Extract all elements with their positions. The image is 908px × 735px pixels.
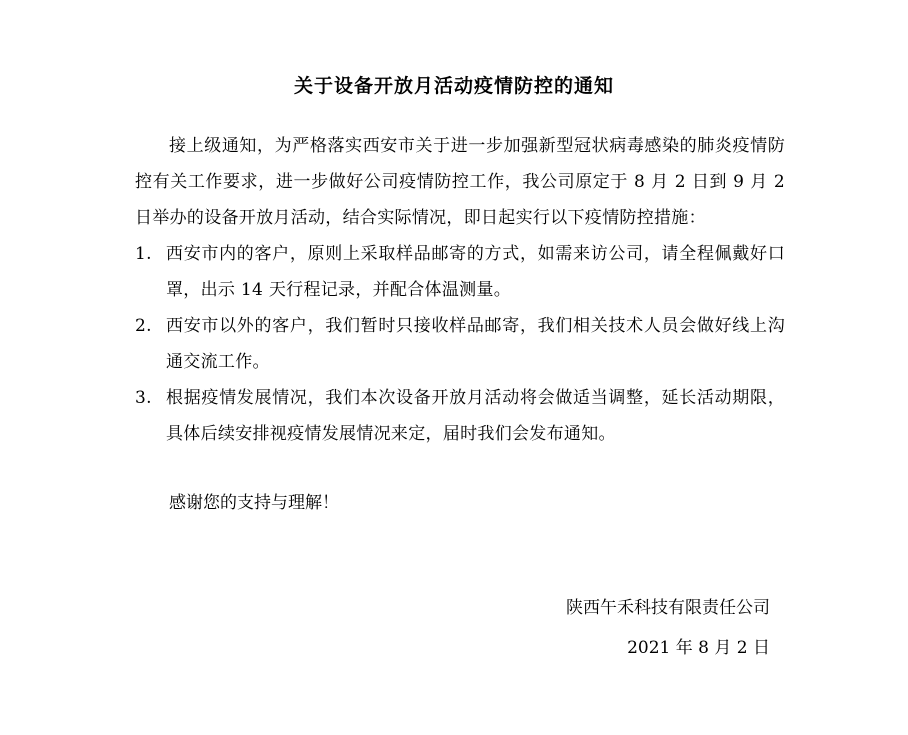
measure-item-2 bbox=[135, 308, 785, 380]
measure-number: 1. bbox=[135, 244, 152, 264]
measure-text: 西安市内的客户，原则上采取样品邮寄的方式，如需来访公司，请全程佩戴好口罩，出示 14 天行程记录，并配合体温测量。 bbox=[166, 244, 785, 300]
thanks-line: 感谢您的支持与理解！ bbox=[169, 493, 339, 513]
notice-date: 2021 年 8 月 2 日 bbox=[627, 638, 770, 658]
measure-item-3 bbox=[135, 380, 785, 452]
measure-text: 西安市以外的客户，我们暂时只接收样品邮寄，我们相关技术人员会做好线上沟通交流工作。 bbox=[166, 316, 785, 372]
notice-intro-paragraph: 接上级通知，为严格落实西安市关于进一步加强新型冠状病毒感染的肺炎疫情防控有关工作要求，进一步做好公司疫情防控工作，我公司原定于 8 月 2 日到 9 月 2 日举办的设备开放月活动，结合实际情况，即日起实行以下疫情防控措施： bbox=[135, 136, 785, 228]
measure-number: 2. bbox=[135, 316, 152, 336]
notice-title: 关于设备开放月活动疫情防控的通知 bbox=[293, 75, 614, 97]
measures-list bbox=[135, 236, 785, 452]
company-signature: 陕西午禾科技有限责任公司 bbox=[566, 598, 770, 618]
measure-item-1 bbox=[135, 236, 785, 308]
measure-number: 3. bbox=[135, 388, 152, 408]
measure-text: 根据疫情发展情况，我们本次设备开放月活动将会做适当调整，延长活动期限，具体后续安排视疫情发展情况来定，届时我们会发布通知。 bbox=[166, 388, 785, 444]
